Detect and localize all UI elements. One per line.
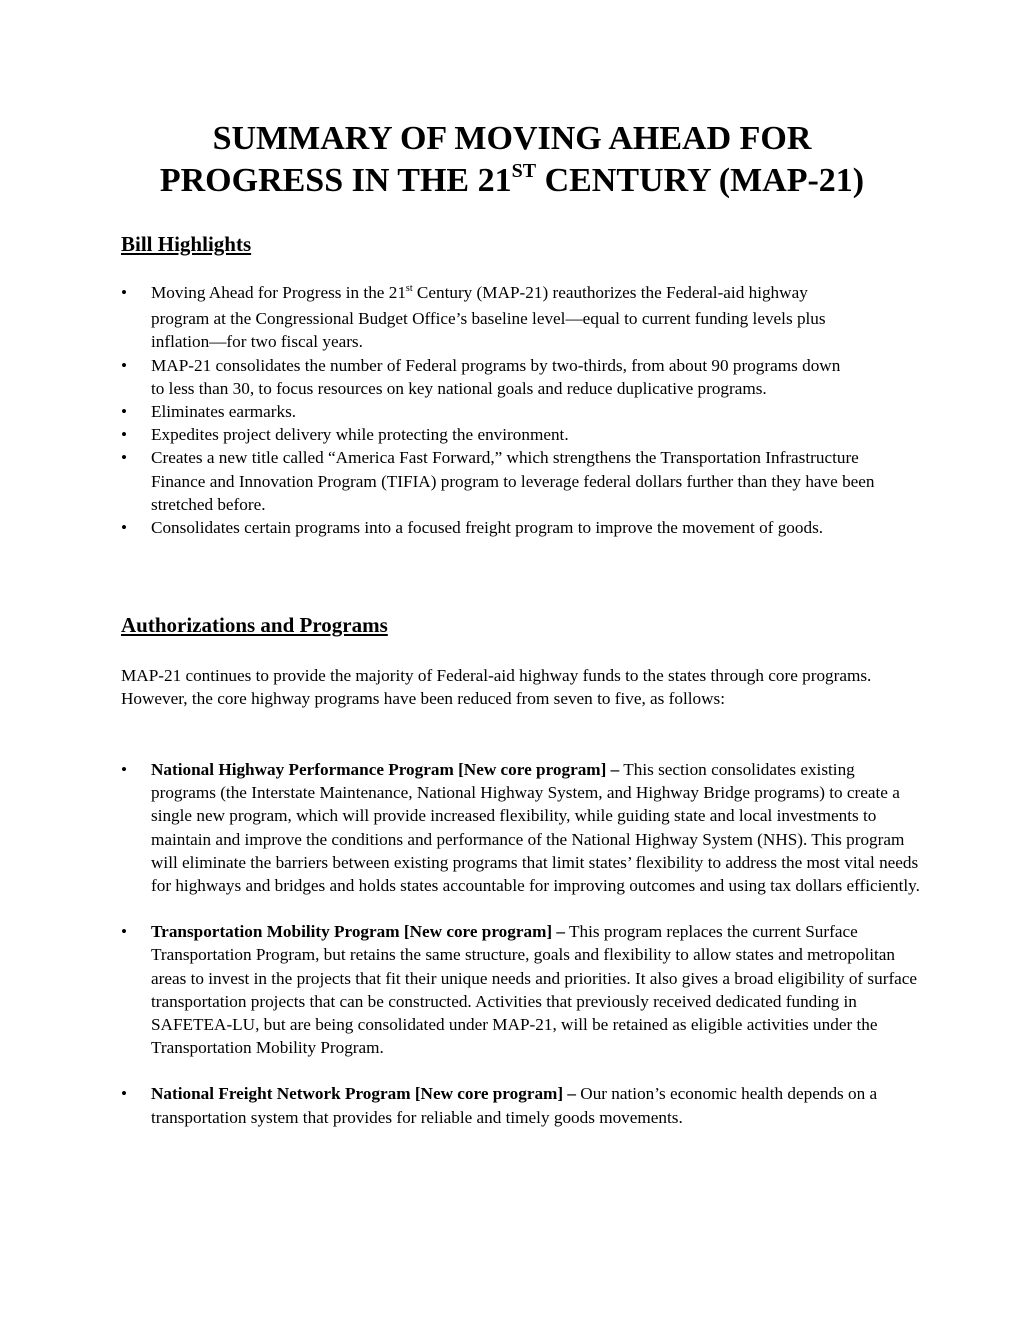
list-item: • Consolidates certain programs into a focused freight program to improve the movement of goods. [121, 516, 921, 539]
program-description: This program replaces the current Surface Transportation Program, but retains the same structure, goals and flexibility to allow states and metropolitan areas to invest in the projects that fit their unique needs and priorities. It also gives a broad eligibility of surface transportation projects that can be constructed. Activities that previously received dedicated funding in SAFETEA-LU, but are being consolidated under MAP-21, will be retained as eligible activities under the Transportation Mobility Program. [151, 922, 918, 1058]
authorizations-heading: Authorizations and Programs [121, 613, 388, 637]
bill-highlights-list [121, 281, 921, 539]
title-superscript: ST [511, 160, 537, 182]
superscript: st [405, 283, 413, 294]
title-line-2-pre: PROGRESS IN THE 21 [159, 162, 512, 199]
bullet-icon: • [121, 518, 128, 538]
bullet-icon: • [121, 448, 128, 468]
authorizations-intro: MAP-21 continues to provide the majority of Federal-aid highway funds to the states through core programs. However, the core highway programs have been reduced from seven to five, as follows: [121, 666, 872, 709]
bullet-icon: • [121, 1084, 128, 1104]
core-programs-list [121, 758, 921, 1129]
bullet-icon: • [121, 922, 128, 942]
list-item: • Expedites project delivery while protecting the environment. [121, 423, 921, 446]
bill-highlights-heading: Bill Highlights [121, 232, 252, 256]
list-item: • Moving Ahead for Progress in the 21st Century (MAP-21) reauthorizes the Federal-aid highway program at the Congressional Budget Office’s baseline level—equal to current funding levels plus inflation—for two fiscal years. [121, 283, 826, 352]
program-item-national-freight-network [121, 1082, 921, 1128]
program-item-national-highway-performance [121, 758, 921, 897]
program-item-transportation-mobility [121, 920, 921, 1059]
bullet-icon: • [121, 425, 128, 445]
program-name: Transportation Mobility Program [New core program] – [151, 922, 566, 942]
program-description: Our nation’s economic health depends on a transportation system that provides for reliable and timely goods movements. [151, 1084, 878, 1127]
program-name: National Freight Network Program [New core program] – [151, 1084, 576, 1104]
bullet-icon: • [121, 760, 128, 779]
program-name: National Highway Performance Program [New core program] – [151, 760, 620, 779]
bullet-icon: • [121, 402, 128, 422]
title-line-1: SUMMARY OF MOVING AHEAD FOR [212, 120, 812, 157]
bullet-icon: • [121, 283, 128, 302]
list-item: • Eliminates earmarks. [121, 400, 921, 423]
list-item: • MAP-21 consolidates the number of Federal programs by two-thirds, from about 90 programs down to less than 30, to focus resources on key national goals and reduce duplicative programs. [121, 355, 841, 398]
bullet-icon: • [121, 355, 128, 375]
list-item: • Creates a new title called “America Fast Forward,” which strengthens the Transportation Infrastructure Finance and Innovation Program (TIFIA) program to leverage federal dollars further than they have been stretched before. [121, 448, 875, 514]
title-line-2-post: CENTURY (MAP-21) [536, 162, 865, 199]
program-description: This section consolidates existing programs (the Interstate Maintenance, National Highway System, and Highway Bridge programs) to create a single new program, which will provide increased flexibility, while guiding state and local investments to maintain and improve the conditions and performance of the National Highway System (NHS). This program will eliminate the barriers between existing programs that limit states’ flexibility to address the most vital needs for highways and bridges and holds states accountable for improving outcomes and using tax dollars efficiently. [151, 760, 920, 896]
document-title [0, 118, 1024, 206]
